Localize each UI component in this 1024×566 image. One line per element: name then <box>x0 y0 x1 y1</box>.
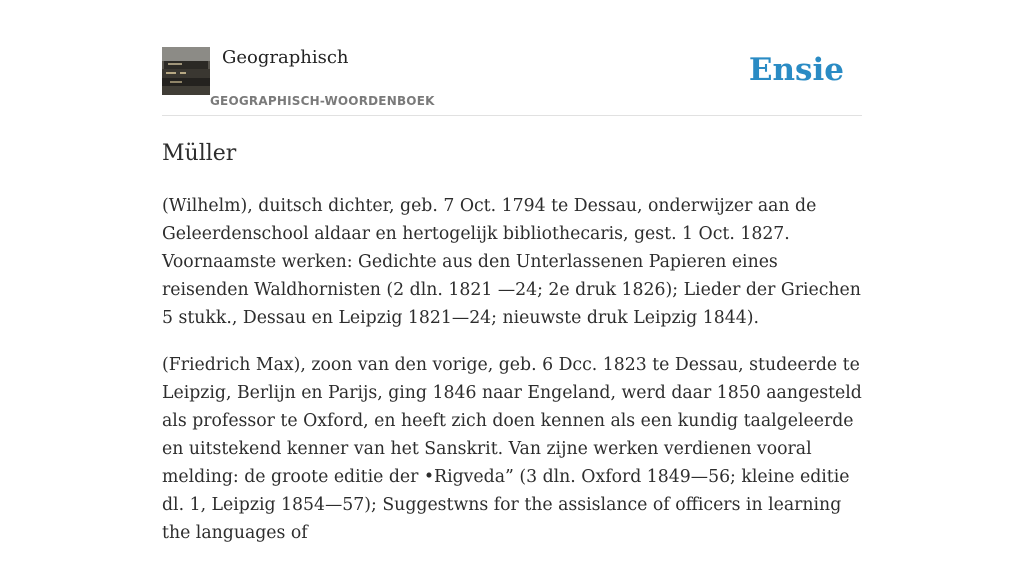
brand-logo[interactable]: Ensie <box>748 52 844 88</box>
avatar[interactable] <box>162 47 210 95</box>
article-paragraph: (Friedrich Max), zoon van den vorige, geb. 6 Dcc. 1823 te Dessau, studeerde te Leipzig, Berlijn en Parijs, ging 1846 naar Engeland, werd daar 1850 aangesteld als professor te Oxford, en heeft zich doen kennen als een kundig taalgeleerde en uitstekend kenner van het Sanskrit. Van zijne werken verdienen vooral melding: de groote editie der •Rigveda” (3 dln. Oxford 1849—56; kleine editie dl. 1, Leipzig 1854—57); Suggestwns for the assislance of officers in learning the languages of <box>162 355 862 543</box>
article-body <box>162 192 862 566</box>
article-paragraph: (Wilhelm), duitsch dichter, geb. 7 Oct. 1794 te Dessau, onderwijzer aan de Geleerdenschool aldaar en hertogelijk bibliothecaris, gest. 1 Oct. 1827. Voornaamste werken: Gedichte aus den Unterlassenen Papieren eines reisenden Waldhornisten (2 dln. 1821 —24; 2e druk 1826); Lieder der Griechen 5 stukk., Dessau en Leipzig 1821—24; nieuwste druk Leipzig 1844). <box>162 196 861 328</box>
article-title: Müller <box>162 141 237 166</box>
site-subtitle[interactable]: GEOGRAPHISCH-WOORDENBOEK <box>210 94 435 108</box>
site-title[interactable]: Geographisch <box>222 47 349 68</box>
site-header <box>162 44 862 116</box>
book-spines-icon <box>162 47 210 95</box>
